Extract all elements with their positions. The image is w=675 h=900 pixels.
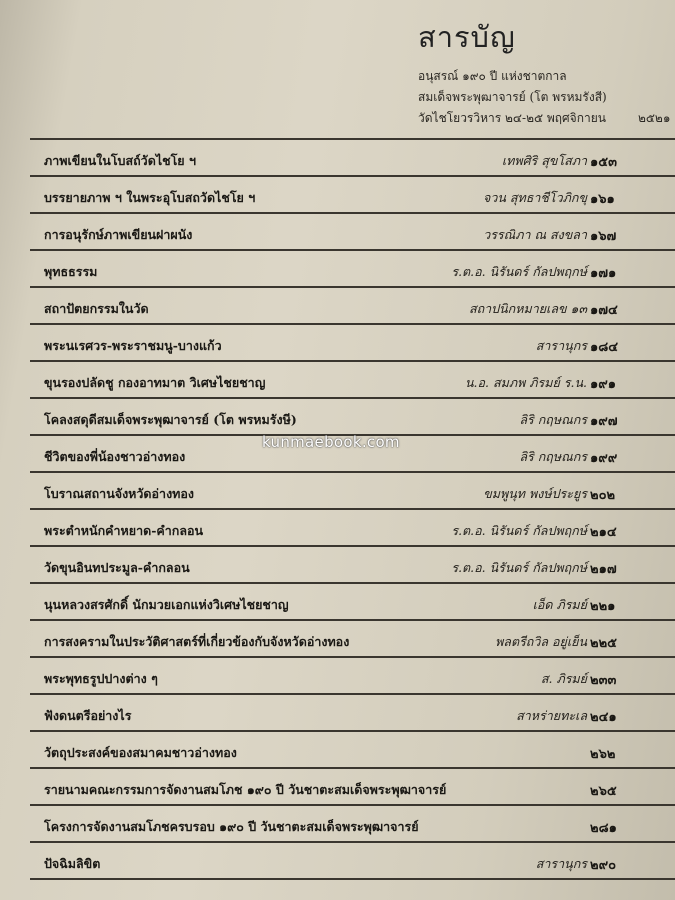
toc-row <box>30 251 675 288</box>
toc-page-number: ๑๗๔ <box>590 303 618 318</box>
toc-row <box>30 732 675 769</box>
subtitle-line-3 <box>418 108 673 129</box>
toc-author: สาหร่ายทะเล <box>516 708 587 723</box>
toc-page-number: ๑๙๑ <box>590 377 617 392</box>
toc-row <box>30 325 675 362</box>
site-watermark: kunmaebook.com <box>262 433 400 451</box>
toc-row <box>30 288 675 325</box>
toc-author: ลิริ กฤษณกร <box>519 449 587 464</box>
toc-page-number: ๒๘๑ <box>590 821 617 836</box>
toc-page-number: ๒๑๗ <box>590 562 617 577</box>
toc-author: สารานุกร <box>535 338 587 353</box>
toc-page-number: ๒๖๒ <box>590 747 616 762</box>
toc-title: รายนามคณะกรรมการจัดงานสมโภช ๑๙๐ ปี วันชาตะสมเด็จพระพุฒาจารย์ <box>44 782 447 797</box>
toc-title: นุนหลวงสรศักดิ์ นักมวยเอกแห่งวิเศษไชยชาญ <box>44 597 289 612</box>
toc-row <box>30 362 675 399</box>
subtitle-line-1: อนุสรณ์ ๑๙๐ ปี แห่งชาตกาล <box>418 69 567 83</box>
toc-page-number: ๒๐๒ <box>590 488 616 503</box>
toc-author: ลิริ กฤษณกร <box>519 412 587 427</box>
toc-list <box>30 138 675 880</box>
toc-row <box>30 547 675 584</box>
toc-author: ร.ต.อ. นิรันดร์ กัลปพฤกษ์ <box>451 523 587 538</box>
event-dates: วัดไชโยวรวิหาร ๒๔-๒๕ พฤศจิกายน <box>418 111 606 125</box>
toc-title: การสงครามในประวัติศาสตร์ที่เกี่ยวข้องกับจังหวัดอ่างทอง <box>44 634 350 649</box>
toc-page-number: ๒๔๑ <box>590 710 617 725</box>
toc-page-number: ๑๕๓ <box>590 155 617 170</box>
toc-row <box>30 806 675 843</box>
toc-author: ร.ต.อ. นิรันดร์ กัลปพฤกษ์ <box>451 264 587 279</box>
toc-title: บรรยายภาพ ฯ ในพระอุโบสถวัดไชโย ฯ <box>44 190 256 205</box>
toc-title: สถาปัตยกรรมในวัด <box>44 301 149 316</box>
toc-author: วรรณิภา ณ สงขลา <box>483 227 587 242</box>
toc-title: วัตถุประสงค์ของสมาคมชาวอ่างทอง <box>44 745 237 760</box>
toc-row <box>30 843 675 880</box>
page-title: สารบัญ <box>418 20 516 54</box>
toc-title: ขุนรองปลัดชู กองอาทมาต วิเศษไชยชาญ <box>44 375 266 390</box>
toc-row <box>30 510 675 547</box>
toc-author: สารานุกร <box>535 856 587 871</box>
toc-page-number: ๑๙๙ <box>590 451 618 466</box>
subtitle-line-2: สมเด็จพระพุฒาจารย์ (โต พรหมรังสี) <box>418 90 607 104</box>
toc-title: ชีวิตของพี่น้องชาวอ่างทอง <box>44 449 186 464</box>
toc-row <box>30 177 675 214</box>
toc-title: โบราณสถานจังหวัดอ่างทอง <box>44 486 195 501</box>
toc-page-number: ๒๓๓ <box>590 673 617 688</box>
toc-title: พระนเรศวร-พระราชมนู-บางแก้ว <box>44 338 222 353</box>
toc-page-number: ๑๘๔ <box>590 340 619 355</box>
toc-page-number: ๑๙๗ <box>590 414 618 429</box>
toc-page-number: ๑๖๗ <box>590 229 617 244</box>
toc-page-number: ๒๑๔ <box>590 525 617 540</box>
toc-author: เทพศิริ สุขโสภา <box>501 153 587 168</box>
toc-author: เอ็ด ภิรมย์ <box>532 597 587 612</box>
toc-page-number: ๑๗๑ <box>590 266 617 281</box>
toc-title: ปัจฉิมลิขิต <box>44 856 101 871</box>
toc-title: พระพุทธรูปปางต่าง ๆ <box>44 671 158 686</box>
toc-title: ฟังดนตรีอย่างไร <box>44 708 132 723</box>
toc-page-number: ๒๒๑ <box>590 599 616 614</box>
toc-page-number: ๒๙๐ <box>590 858 617 873</box>
toc-row <box>30 140 675 177</box>
toc-author: พลตรีถวิล อยู่เย็น <box>495 634 587 649</box>
toc-page-number: ๑๖๑ <box>590 192 615 207</box>
toc-author: น.อ. สมภพ ภิรมย์ ร.น. <box>465 375 587 390</box>
toc-author: ขมพูนุท พงษ์ประยูร <box>483 486 587 501</box>
toc-row <box>30 658 675 695</box>
toc-row <box>30 584 675 621</box>
toc-author: จวน สุทธาชีโวภิกขุ <box>483 190 587 205</box>
toc-row <box>30 473 675 510</box>
toc-author: สถาปนิกหมายเลข ๑๓ <box>468 301 587 316</box>
toc-row <box>30 214 675 251</box>
toc-page-number: ๒๒๕ <box>590 636 617 651</box>
toc-page-number: ๒๖๕ <box>590 784 617 799</box>
toc-title: วัดขุนอินทประมูล-คำกลอน <box>44 560 190 575</box>
toc-title: การอนุรักษ์ภาพเขียนฝาผนัง <box>44 227 193 242</box>
toc-title: ภาพเขียนในโบสถ์วัดไชโย ฯ <box>44 153 196 168</box>
toc-title: โคลงสดุดีสมเด็จพระพุฒาจารย์ (โต พรหมรังษี) <box>44 412 297 427</box>
toc-row <box>30 399 675 436</box>
event-year: ๒๕๒๑ <box>637 111 671 125</box>
toc-title: พุทธธรรม <box>44 264 98 279</box>
toc-row <box>30 769 675 806</box>
toc-title: โครงการจัดงานสมโภชครบรอบ ๑๙๐ ปี วันชาตะสมเด็จพระพุฒาจารย์ <box>44 819 419 834</box>
toc-author: ร.ต.อ. นิรันดร์ กัลปพฤกษ์ <box>451 560 587 575</box>
toc-row <box>30 621 675 658</box>
toc-title: พระตำหนักคำหยาด-คำกลอน <box>44 523 204 538</box>
toc-row <box>30 695 675 732</box>
toc-author: ส. ภิรมย์ <box>540 671 587 686</box>
toc-header <box>418 14 673 129</box>
